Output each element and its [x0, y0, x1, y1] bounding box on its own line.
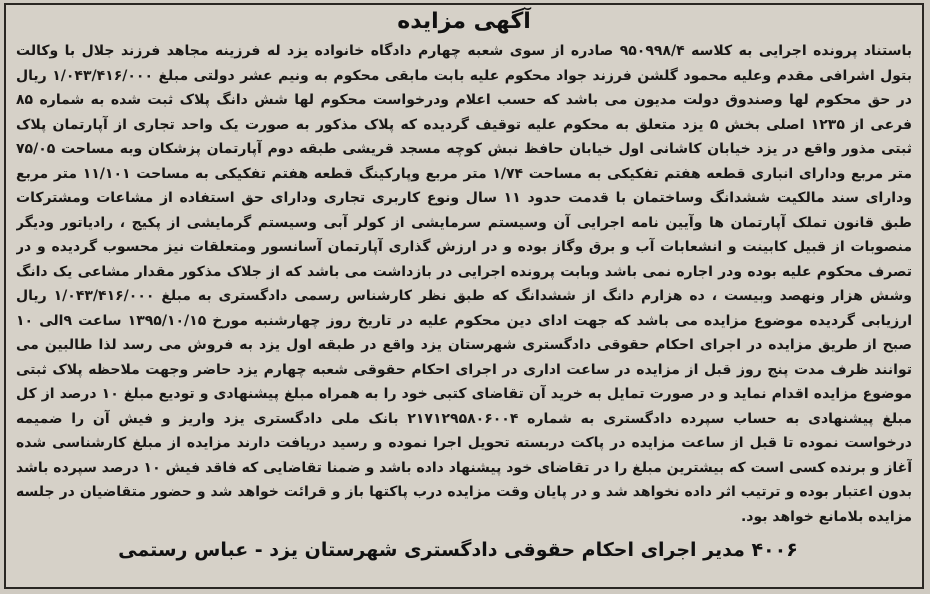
notice-title: آگهی مزایده: [397, 9, 531, 34]
auction-notice: [4, 3, 924, 589]
notice-body: باستناد پرونده اجرایی به کلاسه ۹۵۰۹۹۸/۴ صادره از سوی شعبه چهارم دادگاه خانواده یزد له فرزینه مجاهد فرزند جلال با وکالت بتول اشرافی مقدم وعلیه محمود گلشن فرزند جواد محکوم علیه بابت مابقی محکوم به ونیم عشر دولتی مبلغ ۱/۰۴۳/۴۱۶/۰۰۰ ریال در حق محکوم لها وصندوق دولت مدیون می باشد که حسب اعلام ودرخواست محکوم لها شش دانگ پلاک ثبت شده به شماره ۸۵ فرعی از ۱۲۳۵ اصلی بخش ۵ یزد متعلق به محکوم علیه توقیف گردیده که پلاک مذکور به صورت یک واحد تجاری از آپارتمان پلاک ثبتی مذور واقع در یزد خیابان کاشانی اول خیابان حافظ نبش کوچه مسجد قریشی طبقه دوم آپارتمان پزشکان وبه مساحت ۷۵/۰۵ متر مربع ودارای انباری قطعه هفتم تفکیکی به مساحت ۱/۷۴ متر مربع وپارکینگ قطعه هفتم تفکیکی به مساحت ۱۱/۱۰۱ متر مربع ودارای سند مالکیت ششدانگ وساختمان با قدمت حدود ۱۱ سال ونوع کاربری تجاری ودارای حق استفاده از مشاعات ومشترکات طبق قانون تملک آپارتمان ها وآیین نامه اجرایی آن وسیستم سرمایشی از کولر آبی وسیستم گرمایشی از پکیج ، رادیاتور ودیگر منصوبات از قبیل کابینت و انشعابات آب و برق وگاز بوده و در ارزش گذاری آپارتمان آسانسور ومتعلقات نیز محسوب گردیده و در تصرف محکوم علیه بوده ودر اجاره نمی باشد وبابت پرونده اجرایی در بازداشت می باشد که از جلاک مذکور مقدار مشاعی یک دانگ وشش هزار ونهصد وبیست ، ده هزارم دانگ از ششدانگ که طبق نظر کارشناس رسمی دادگستری به مبلغ ۱/۰۴۳/۴۱۶/۰۰۰ ریال ارزیابی گردیده موضوع مزایده می باشد که جهت ادای دین محکوم علیه در تاریخ روز چهارشنبه مورخ ۱۳۹۵/۱۰/۱۵ ساعت ۹الی ۱۰ صبح از طریق مزایده در اجرای احکام حقوقی دادگستری شهرستان یزد واقع در طبقه اول یزد به فروش می رسد لذا طالبین می توانند ظرف مدت پنج روز قبل از مزایده در ساعت اداری در اجرای احکام حقوقی شعبه چهارم یزد حاضر وجهت ملاحظه پلاک ثبتی موضوع مزایده اقدام نماید و در صورت تمایل به خرید آن تقاضای کتبی خود را به همراه مبلغ پیشنهادی و تودیع مبلغ ۱۰ درصد از کل مبلغ پیشنهادی به حساب سپرده دادگستری به شماره ۲۱۷۱۲۹۵۸۰۶۰۰۴ بانک ملی دادگستری یزد واریز و فیش آن را ضمیمه درخواست نموده تا قبل از ساعت مزایده در پاکت دربسته تحویل اجرا نموده و رسید دریافت دارند مزایده از مبلغ کارشناسی شده آغاز و برنده کسی است که بیشترین مبلغ را در تقاضای خود پیشنهاد داده باشد و ضمنا تقاضایی که فاقد فیش ۱۰ درصد سپرده باشد بدون اعتبار بوده و ترتیب اثر داده نخواهد شد و در پایان وقت مزایده درب پاکتها باز و قرائت خواهد شد و حضور متقاضیان در جلسه مزایده بلامانع خواهد بود.: [16, 43, 912, 525]
notice-signature: ۴۰۰۶ مدیر اجرای احکام حقوقی دادگستری شهرستان یزد - عباس رستمی: [118, 539, 798, 561]
